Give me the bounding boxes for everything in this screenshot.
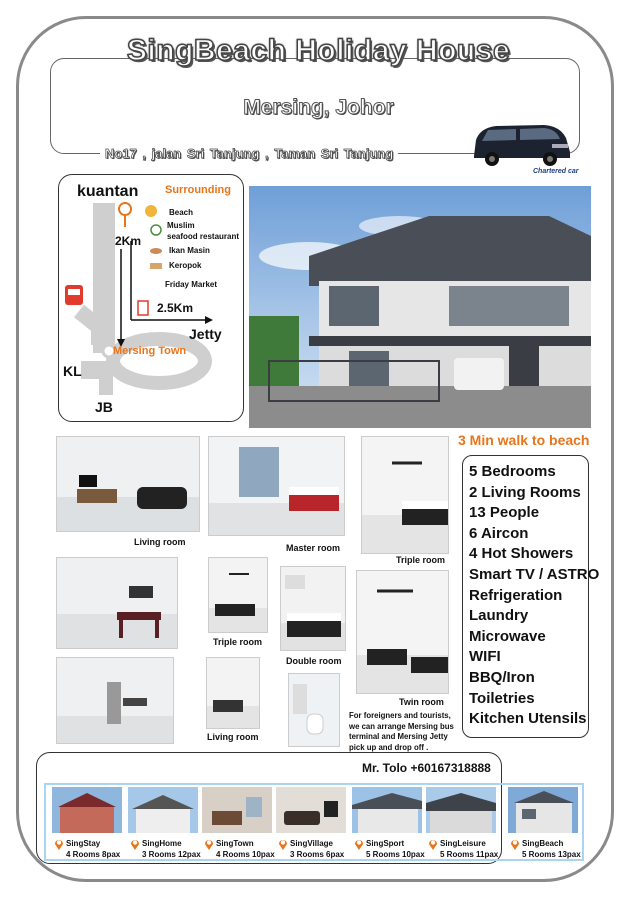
map-label-jetty: Jetty (189, 326, 222, 342)
chartered-car-label: Chartered car (533, 168, 579, 175)
caption-living-room-1: Living room (134, 537, 186, 547)
property-name: SingVillage (290, 839, 333, 848)
kitchen-photo (56, 657, 174, 744)
caption-twin-room: Twin room (399, 697, 444, 707)
feature-item: Laundry (469, 607, 529, 625)
map-place-ikan-masin: Ikan Masin (169, 246, 210, 255)
feature-item: Kitchen Utensils (469, 710, 587, 728)
map-place-beach: Beach (169, 208, 194, 217)
address-line: No17 , jalan Sri Tanjung , Taman Sri Tanjung (100, 146, 398, 161)
map-place-keropok: Keropok (169, 261, 202, 270)
property-photo (52, 787, 122, 833)
feature-item: Smart TV / ASTRO (469, 565, 600, 583)
beach-icon (145, 205, 157, 217)
feature-item: BBQ/Iron (469, 668, 535, 686)
map-distance-2km: 2Km (115, 234, 142, 248)
property-info: 3 Rooms 12pax (142, 850, 201, 859)
triple-room-photo-2 (208, 557, 268, 633)
map-place-friday-market: Friday Market (165, 280, 218, 289)
poster-title: SingBeach Holiday House (126, 34, 511, 67)
map-label-jb: JB (95, 399, 113, 415)
location-map (58, 174, 244, 422)
double-room-photo (280, 566, 346, 651)
location-pin-icon (204, 838, 214, 850)
property-name: SingStay (66, 839, 101, 848)
map-label-kuantan: kuantan (77, 183, 139, 200)
property-info: 4 Rooms 10pax (216, 850, 275, 859)
property-info: 5 Rooms 13pax (522, 850, 581, 859)
caption-triple-room-1: Triple room (396, 555, 446, 565)
location-subtitle: Mersing, Johor (243, 96, 394, 119)
feature-item: 6 Aircon (469, 524, 529, 542)
map-distance-2-5km: 2.5Km (157, 301, 194, 315)
map-roads (59, 175, 244, 422)
location-pin-icon (278, 838, 288, 850)
map-label-mersing-town: Mersing Town (113, 345, 187, 357)
chartered-car-image (466, 122, 574, 168)
feature-item: 5 Bedrooms (469, 463, 556, 480)
property-name: SingSport (366, 839, 405, 848)
location-pin-icon (510, 838, 520, 850)
contact-phone[interactable]: Mr. Tolo +60167318888 (362, 761, 491, 775)
property-photo (426, 787, 496, 833)
caption-triple-room-2: Triple room (213, 637, 263, 647)
location-pin-icon (130, 838, 140, 850)
map-label-kl: KL (63, 363, 82, 379)
caption-double-room: Double room (286, 656, 342, 666)
caption-living-room-2: Living room (207, 732, 259, 742)
property-photo (128, 787, 198, 833)
location-pin-icon (428, 838, 438, 850)
living-room-photo (56, 436, 200, 532)
transport-note: For foreigners and tourists, we can arrange Mersing bus terminal and Mersing Jetty pick up and drop off . (349, 711, 454, 752)
fish-icon (150, 248, 162, 254)
feature-item: 2 Living Rooms (469, 483, 581, 501)
caption-master-room: Master room (286, 543, 341, 553)
property-info: 4 Rooms 8pax (66, 850, 121, 859)
property-photo (276, 787, 346, 833)
property-name: SingTown (216, 839, 254, 848)
living-room-photo-2 (206, 657, 260, 729)
keropok-icon (150, 263, 162, 269)
map-place-muslim: Muslim (167, 221, 195, 230)
twin-room-photo (356, 570, 449, 694)
walk-to-beach-label: 3 Min walk to beach (458, 432, 590, 448)
property-photo (202, 787, 272, 833)
feature-item: 13 People (469, 504, 540, 522)
bathroom-photo (288, 673, 340, 747)
dining-room-photo (56, 557, 178, 649)
house-exterior-photo (249, 186, 591, 428)
triple-room-photo-1 (361, 436, 449, 554)
seven-eleven-icon (138, 301, 148, 315)
property-photo (352, 787, 422, 833)
feature-item: Toiletries (469, 689, 535, 707)
property-photo (508, 787, 578, 833)
feature-item: Microwave (469, 627, 546, 645)
map-place-seafood: seafood restaurant (167, 232, 240, 241)
master-room-photo (208, 436, 345, 536)
property-name: SingHome (142, 839, 182, 848)
features-list (462, 455, 600, 738)
property-strip (44, 783, 584, 861)
feature-item: Refrigeration (469, 586, 563, 604)
restaurant-icon (151, 225, 161, 235)
location-pin-icon (54, 838, 64, 850)
property-name: SingLeisure (440, 839, 486, 848)
property-name: SingBeach (522, 839, 564, 848)
map-surrounding-heading: Surrounding (165, 184, 231, 196)
property-info: 5 Rooms 11pax (440, 850, 499, 859)
location-pin-icon (354, 838, 364, 850)
map-pin-icon (119, 203, 131, 227)
feature-item: 4 Hot Showers (469, 545, 574, 563)
property-info: 3 Rooms 6pax (290, 850, 345, 859)
property-info: 5 Rooms 10pax (366, 850, 425, 859)
feature-item: WIFI (469, 648, 501, 666)
